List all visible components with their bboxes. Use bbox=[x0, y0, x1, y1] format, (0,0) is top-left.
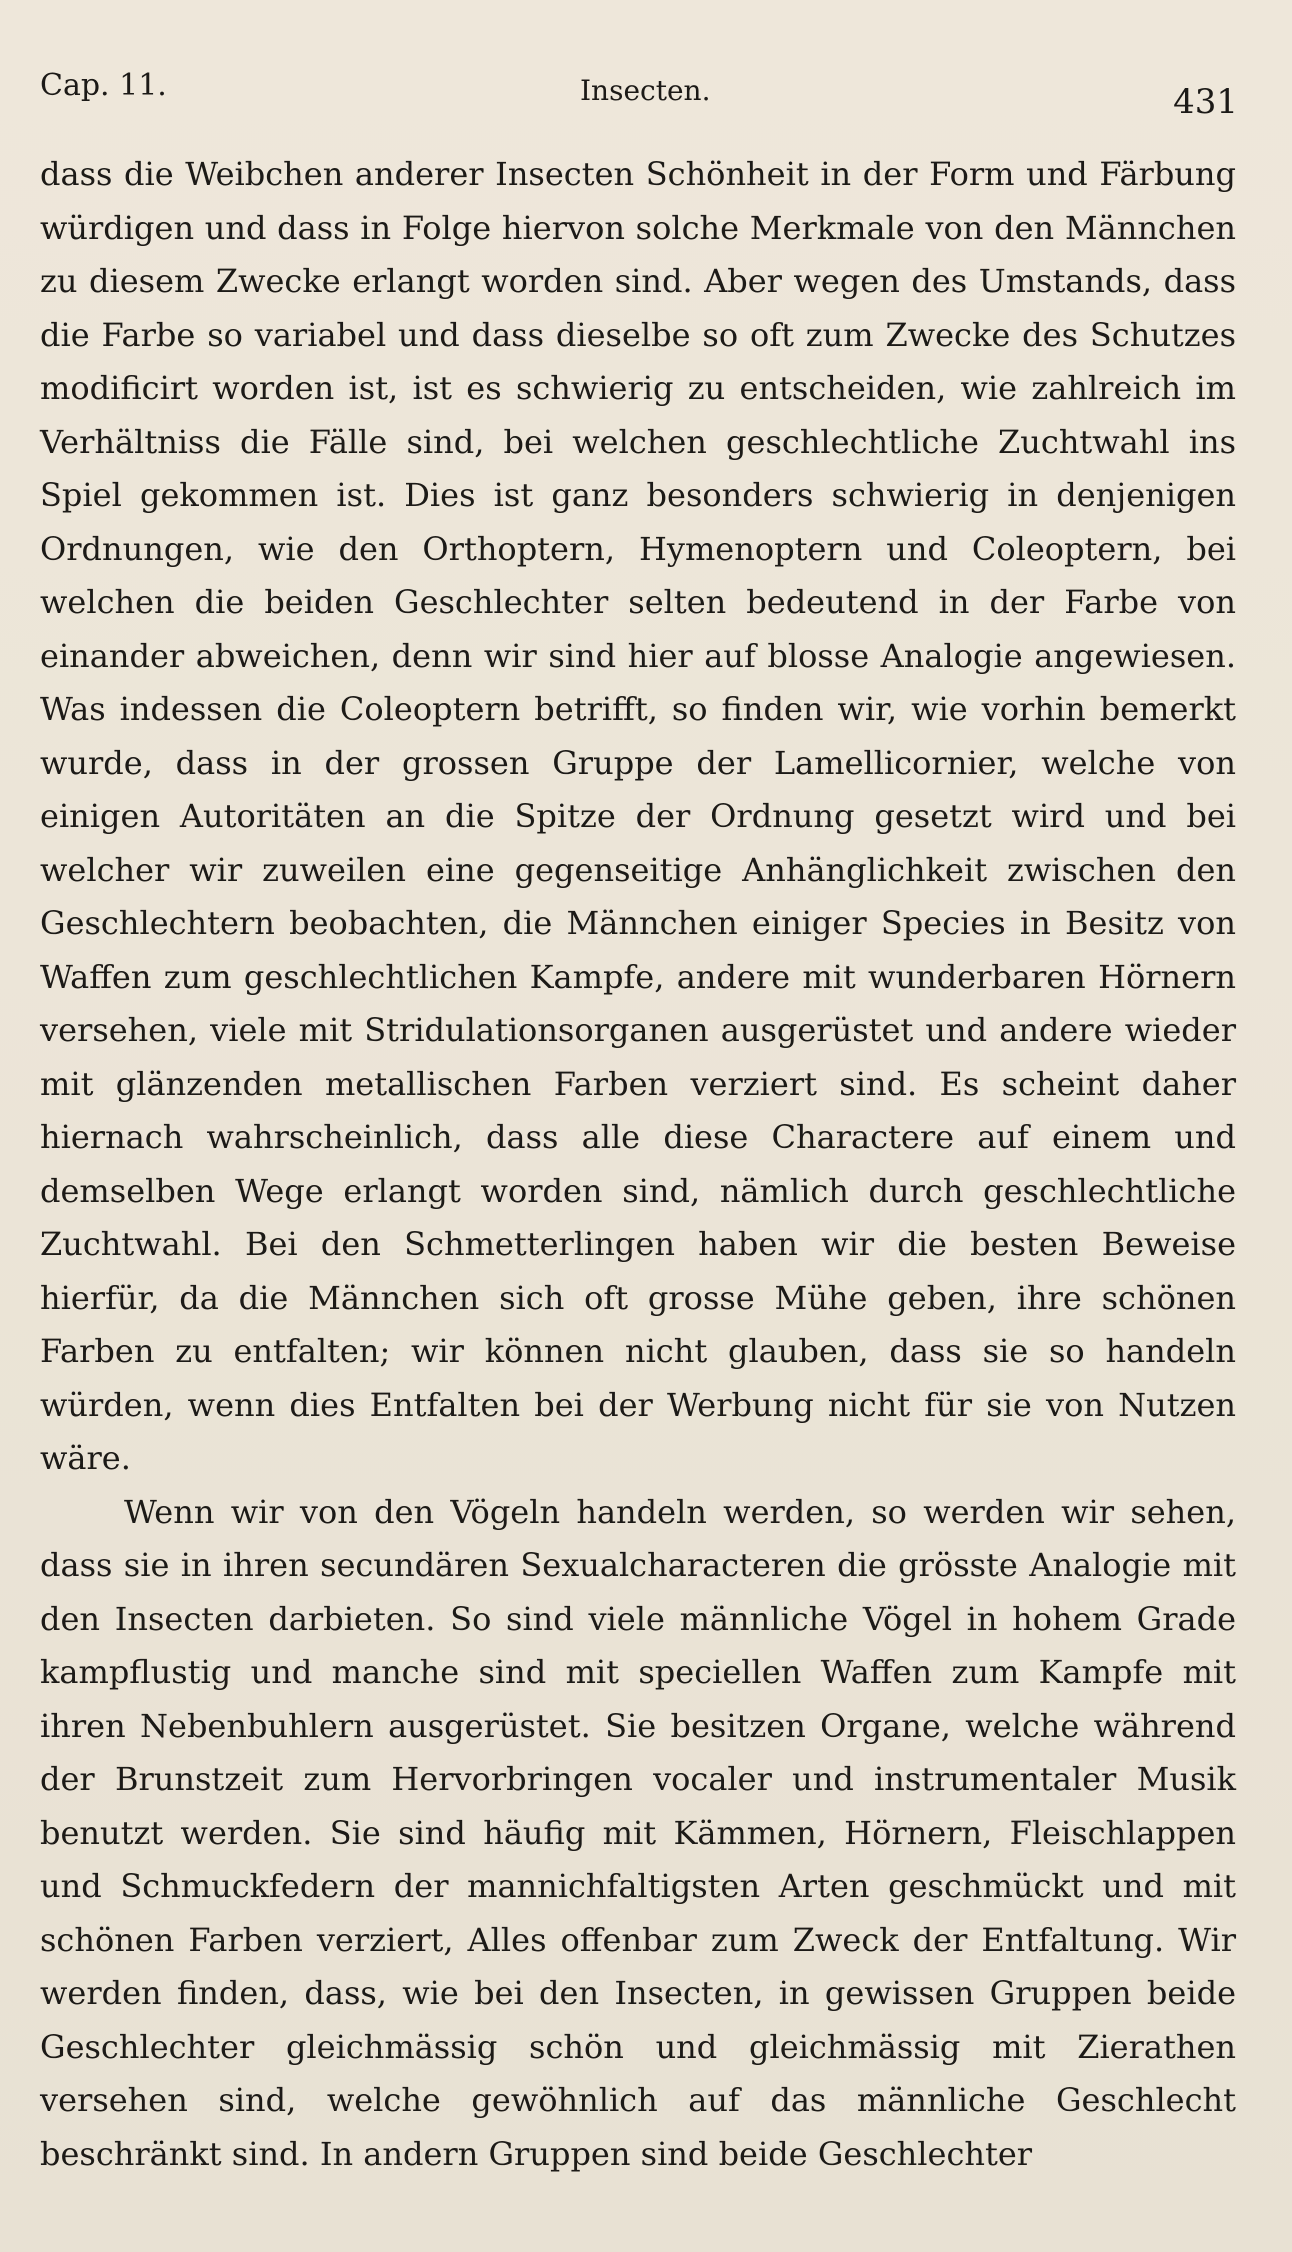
paragraph-1: dass die Weibchen anderer Insecten Schönheit in der Form und Färbung würdigen und dass in Folge hiervon solche Merkmale von den Männchen zu diesem Zwecke erlangt worden sind. Aber wegen des Umstands, dass die Farbe so variabel und dass dieselbe so oft zum Zwecke des Schutzes modificirt worden ist, ist es schwierig zu entscheiden, wie zahlreich im Verhältniss die Fälle sind, bei welchen geschlechtliche Zuchtwahl ins Spiel gekommen ist. Dies ist ganz besonders schwierig in denjenigen Ordnungen, wie den Orthoptern, Hymenoptern und Coleoptern, bei welchen die beiden Geschlechter selten bedeutend in der Farbe von einander abweichen, denn wir sind hier auf blosse Analogie angewiesen. Was indessen die Coleoptern betrifft, so finden wir, wie vorhin bemerkt wurde, dass in der grossen Gruppe der Lamellicornier, welche von einigen Autoritäten an die Spitze der Ordnung gesetzt wird und bei welcher wir zuweilen eine gegenseitige Anhänglichkeit zwischen den Geschlechtern beobachten, die Männchen einiger Species in Besitz von Waffen zum geschlechtlichen Kampfe, andere mit wunderbaren Hörnern versehen, viele mit Stridulationsorganen ausgerüstet und andere wieder mit glänzenden metallischen Farben verziert sind. Es scheint daher hiernach wahrscheinlich, dass alle diese Charactere auf einem und demselben Wege erlangt worden sind, nämlich durch geschlechtliche Zuchtwahl. Bei den Schmetterlingen haben wir die besten Beweise hierfür, da die Männchen sich oft grosse Mühe geben, ihre schönen Farben zu entfalten; wir können nicht glauben, dass sie so handeln würden, wenn dies Entfalten bei der Werbung nicht für sie von Nutzen wäre. bbox=[40, 155, 1236, 1477]
running-title: Insecten. bbox=[580, 74, 711, 107]
chapter-label: Cap. 11. bbox=[40, 68, 167, 103]
paragraph-2: Wenn wir von den Vögeln handeln werden, so werden wir sehen, dass sie in ihren secundären Sexualcharacteren die grösste Analogie mit den Insecten darbieten. So sind viele männliche Vögel in hohem Grade kampflustig und manche sind mit speciellen Waffen zum Kampfe mit ihren Nebenbuhlern ausgerüstet. Sie besitzen Organe, welche während der Brunstzeit zum Hervorbringen vocaler und instrumentaler Musik benutzt werden. Sie sind häufig mit Kämmen, Hörnern, Fleischlappen und Schmuckfedern der mannichfaltigsten Arten geschmückt und mit schönen Farben verziert, Alles offenbar zum Zweck der Entfaltung. Wir werden finden, dass, wie bei den Insecten, in gewissen Gruppen beide Geschlechter gleichmässig schön und gleichmässig mit Zierathen versehen sind, welche gewöhnlich auf das männliche Geschlecht beschränkt sind. In andern Gruppen sind beide Geschlechter bbox=[40, 1492, 1236, 2173]
body-text bbox=[40, 148, 1236, 2181]
page-header bbox=[40, 68, 1238, 122]
page-number: 431 bbox=[1173, 82, 1238, 122]
